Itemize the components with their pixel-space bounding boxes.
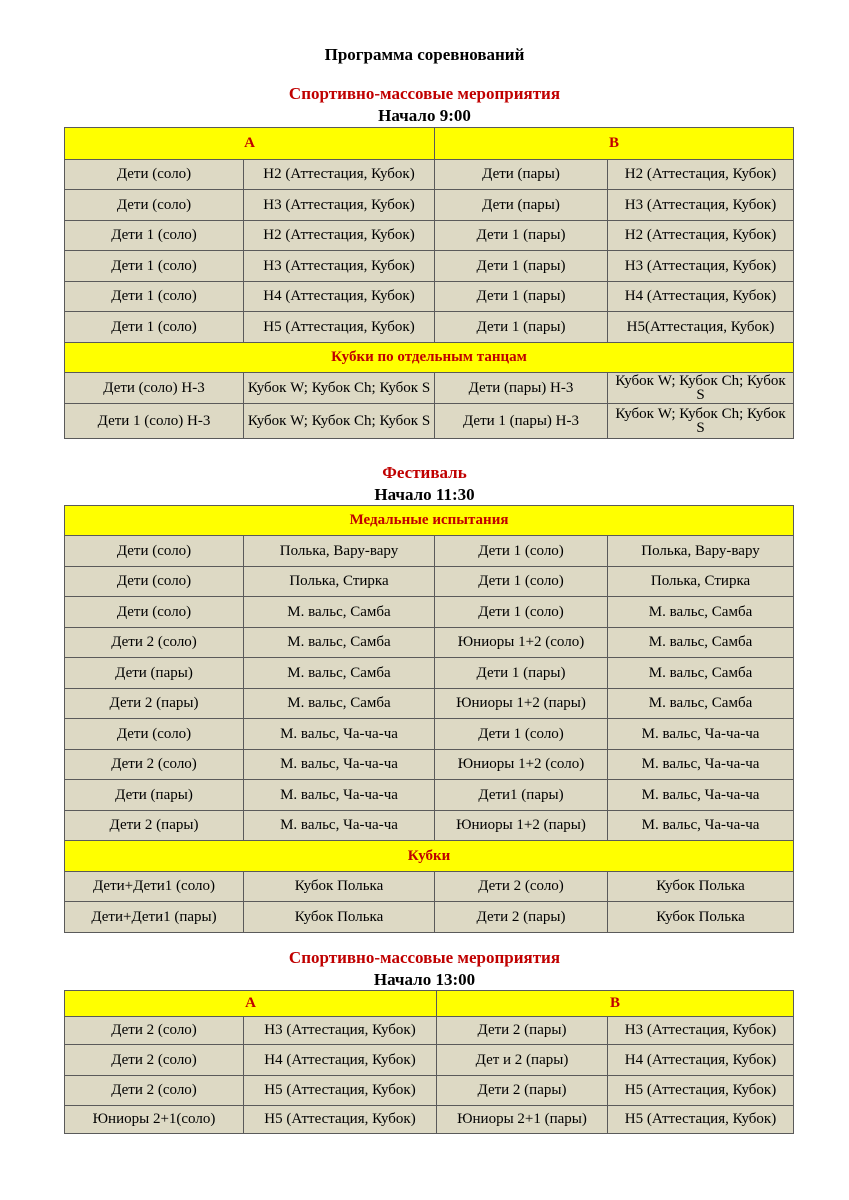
table-cell: Дети 2 (пары) bbox=[65, 811, 244, 841]
table-cell: М. вальс, Самба bbox=[608, 597, 794, 628]
table-cell: М. вальс, Самба bbox=[244, 689, 435, 719]
section-2-title: Фестиваль bbox=[382, 463, 467, 482]
table-cell: Дети 1 (пары) bbox=[435, 658, 608, 689]
table-cell: Дети 2 (соло) bbox=[435, 872, 608, 902]
table-cell: М. вальс, Ча-ча-ча bbox=[608, 719, 794, 750]
table-cell: Н2 (Аттестация, Кубок) bbox=[244, 160, 435, 190]
table-row bbox=[65, 536, 794, 567]
table-cell: Дети 1 (пары) bbox=[435, 221, 608, 251]
table-cell: Н5 (Аттестация, Кубок) bbox=[608, 1106, 794, 1134]
table-cell: Н4 (Аттестация, Кубок) bbox=[244, 282, 435, 312]
table-cell: М. вальс, Ча-ча-ча bbox=[608, 750, 794, 780]
table-row bbox=[65, 190, 794, 221]
table-row bbox=[65, 719, 794, 750]
table-cell: Дети 2 (соло) bbox=[65, 1076, 244, 1106]
table-cell: Дети (соло) bbox=[65, 536, 244, 567]
section-3-start: Начало 13:00 bbox=[373, 970, 476, 989]
header-group-b: B bbox=[435, 128, 794, 160]
table-cell: Дети 1 (соло) bbox=[65, 221, 244, 251]
table-cell: Н5(Аттестация, Кубок) bbox=[608, 312, 794, 343]
table-cell: Дети 1 (соло) bbox=[435, 597, 608, 628]
section-1-start: Начало 9:00 bbox=[378, 106, 471, 125]
table-cell: Н5 (Аттестация, Кубок) bbox=[608, 1076, 794, 1106]
table-row bbox=[65, 404, 794, 439]
table-row bbox=[65, 902, 794, 933]
table-cell: Дети (соло) bbox=[65, 567, 244, 597]
table-cell: Н5 (Аттестация, Кубок) bbox=[244, 1106, 437, 1134]
table-cell: Кубок Полька bbox=[244, 902, 435, 933]
table-row bbox=[65, 628, 794, 658]
table-cell: Н5 (Аттестация, Кубок) bbox=[244, 1076, 437, 1106]
table-cell: М. вальс, Ча-ча-ча bbox=[244, 750, 435, 780]
table-cell: Дет и 2 (пары) bbox=[437, 1045, 608, 1076]
table-cell: Юниоры 2+1 (пары) bbox=[437, 1106, 608, 1134]
table-row bbox=[65, 251, 794, 282]
table-row bbox=[65, 373, 794, 404]
table-row bbox=[65, 780, 794, 811]
table-cell: Юниоры 2+1(соло) bbox=[65, 1106, 244, 1134]
table-cell: Юниоры 1+2 (пары) bbox=[435, 811, 608, 841]
table-cell: Кубок W; Кубок Ch; Кубок S bbox=[608, 404, 794, 439]
table-cell: Дети 2 (пары) bbox=[435, 902, 608, 933]
table-cell: Дети (пары) Н-3 bbox=[435, 373, 608, 404]
table-row bbox=[65, 1045, 794, 1076]
table-cell: Дети 1 (пары) bbox=[435, 251, 608, 282]
table-cell: Дети 1 (соло) bbox=[435, 719, 608, 750]
table-row bbox=[65, 597, 794, 628]
table-cell: М. вальс, Ча-ча-ча bbox=[608, 780, 794, 811]
table-cell: Дети (соло) bbox=[65, 719, 244, 750]
schedule-table-3 bbox=[64, 990, 794, 1134]
section-2-start: Начало 11:30 bbox=[374, 485, 475, 504]
table-cell: Юниоры 1+2 (соло) bbox=[435, 628, 608, 658]
table-cell: Н4 (Аттестация, Кубок) bbox=[244, 1045, 437, 1076]
schedule-table-1 bbox=[64, 127, 794, 439]
table-cell: Дети1 (пары) bbox=[435, 780, 608, 811]
table-cell: М. вальс, Ча-ча-ча bbox=[244, 811, 435, 841]
table-cell: М. вальс, Самба bbox=[244, 628, 435, 658]
table-row bbox=[65, 221, 794, 251]
subheader-cups: Кубки bbox=[65, 841, 794, 872]
table-row bbox=[65, 282, 794, 312]
table-cell: Дети 1 (соло) bbox=[65, 312, 244, 343]
table-cell: Дети 2 (соло) bbox=[65, 750, 244, 780]
table-cell: Н3 (Аттестация, Кубок) bbox=[608, 251, 794, 282]
table-cell: Н4 (Аттестация, Кубок) bbox=[608, 1045, 794, 1076]
table-cell: Кубок W; Кубок Ch; Кубок S bbox=[244, 373, 435, 404]
schedule-table-2 bbox=[64, 505, 794, 933]
table-row bbox=[65, 811, 794, 841]
subheader-medal-tests: Медальные испытания bbox=[65, 506, 794, 536]
table-cell: Дети 1 (пары) bbox=[435, 282, 608, 312]
table-cell: Дети 1 (соло) bbox=[435, 567, 608, 597]
table-cell: Дети 1 (соло) Н-3 bbox=[65, 404, 244, 439]
table-cell: Полька, Вару-вару bbox=[244, 536, 435, 567]
table-cell: Дети+Дети1 (пары) bbox=[65, 902, 244, 933]
table-row bbox=[65, 1106, 794, 1134]
table-row bbox=[65, 658, 794, 689]
table-cell: М. вальс, Самба bbox=[608, 658, 794, 689]
table-cell: Дети (пары) bbox=[435, 160, 608, 190]
table-cell: М. вальс, Ча-ча-ча bbox=[244, 780, 435, 811]
table-cell: Н2 (Аттестация, Кубок) bbox=[608, 160, 794, 190]
page-title: Программа соревнований bbox=[324, 45, 525, 64]
table-cell: Дети 1 (пары) bbox=[435, 312, 608, 343]
table-cell: Кубок W; Кубок Ch; Кубок S bbox=[608, 373, 794, 404]
table-row bbox=[65, 689, 794, 719]
subheader-cups-by-dance: Кубки по отдельным танцам bbox=[65, 343, 794, 373]
table-row bbox=[65, 160, 794, 190]
section-3-title: Спортивно-массовые мероприятия bbox=[288, 948, 561, 967]
table-cell: Дети (пары) bbox=[435, 190, 608, 221]
table-cell: Дети 2 (пары) bbox=[437, 1017, 608, 1045]
table-cell: М. вальс, Самба bbox=[608, 689, 794, 719]
table-row bbox=[65, 872, 794, 902]
table-cell: Н4 (Аттестация, Кубок) bbox=[608, 282, 794, 312]
table-cell: Н2 (Аттестация, Кубок) bbox=[608, 221, 794, 251]
table-cell: Юниоры 1+2 (соло) bbox=[435, 750, 608, 780]
table-cell: М. вальс, Ча-ча-ча bbox=[244, 719, 435, 750]
table-cell: Юниоры 1+2 (пары) bbox=[435, 689, 608, 719]
table-cell: Полька, Стирка bbox=[608, 567, 794, 597]
table-cell: Дети 1 (соло) bbox=[65, 251, 244, 282]
table-cell: Н3 (Аттестация, Кубок) bbox=[244, 190, 435, 221]
table-cell: Дети (соло) bbox=[65, 160, 244, 190]
table-cell: Дети (соло) Н-3 bbox=[65, 373, 244, 404]
table-cell: Н3 (Аттестация, Кубок) bbox=[608, 190, 794, 221]
table-cell: Н3 (Аттестация, Кубок) bbox=[608, 1017, 794, 1045]
table-row bbox=[65, 567, 794, 597]
table-cell: Н3 (Аттестация, Кубок) bbox=[244, 251, 435, 282]
table-cell: Дети+Дети1 (соло) bbox=[65, 872, 244, 902]
table-cell: Н3 (Аттестация, Кубок) bbox=[244, 1017, 437, 1045]
table-cell: Дети 2 (пары) bbox=[437, 1076, 608, 1106]
table-cell: Дети (соло) bbox=[65, 190, 244, 221]
table-cell: Кубок W; Кубок Ch; Кубок S bbox=[244, 404, 435, 439]
table-cell: Дети 2 (соло) bbox=[65, 628, 244, 658]
table-row bbox=[65, 1076, 794, 1106]
table-cell: Кубок Полька bbox=[244, 872, 435, 902]
table-cell: Дети (соло) bbox=[65, 597, 244, 628]
table-cell: М. вальс, Самба bbox=[244, 597, 435, 628]
table-row bbox=[65, 1017, 794, 1045]
table-cell: Дети (пары) bbox=[65, 658, 244, 689]
table-cell: Кубок Полька bbox=[608, 872, 794, 902]
table-cell: Н2 (Аттестация, Кубок) bbox=[244, 221, 435, 251]
table-cell: Дети 1 (соло) bbox=[65, 282, 244, 312]
table-row bbox=[65, 750, 794, 780]
header-group-b: B bbox=[437, 991, 794, 1017]
table-row bbox=[65, 312, 794, 343]
table-cell: М. вальс, Ча-ча-ча bbox=[608, 811, 794, 841]
table-cell: Дети 1 (соло) bbox=[435, 536, 608, 567]
section-1-title: Спортивно-массовые мероприятия bbox=[288, 84, 561, 103]
table-cell: Полька, Вару-вару bbox=[608, 536, 794, 567]
table-cell: Дети 2 (соло) bbox=[65, 1017, 244, 1045]
table-cell: М. вальс, Самба bbox=[244, 658, 435, 689]
table-cell: Дети 2 (пары) bbox=[65, 689, 244, 719]
header-group-a: A bbox=[65, 128, 435, 160]
table-cell: Полька, Стирка bbox=[244, 567, 435, 597]
table-cell: М. вальс, Самба bbox=[608, 628, 794, 658]
header-group-a: A bbox=[65, 991, 437, 1017]
table-cell: Дети 1 (пары) Н-3 bbox=[435, 404, 608, 439]
table-cell: Дети (пары) bbox=[65, 780, 244, 811]
table-cell: Кубок Полька bbox=[608, 902, 794, 933]
table-cell: Дети 2 (соло) bbox=[65, 1045, 244, 1076]
table-cell: Н5 (Аттестация, Кубок) bbox=[244, 312, 435, 343]
